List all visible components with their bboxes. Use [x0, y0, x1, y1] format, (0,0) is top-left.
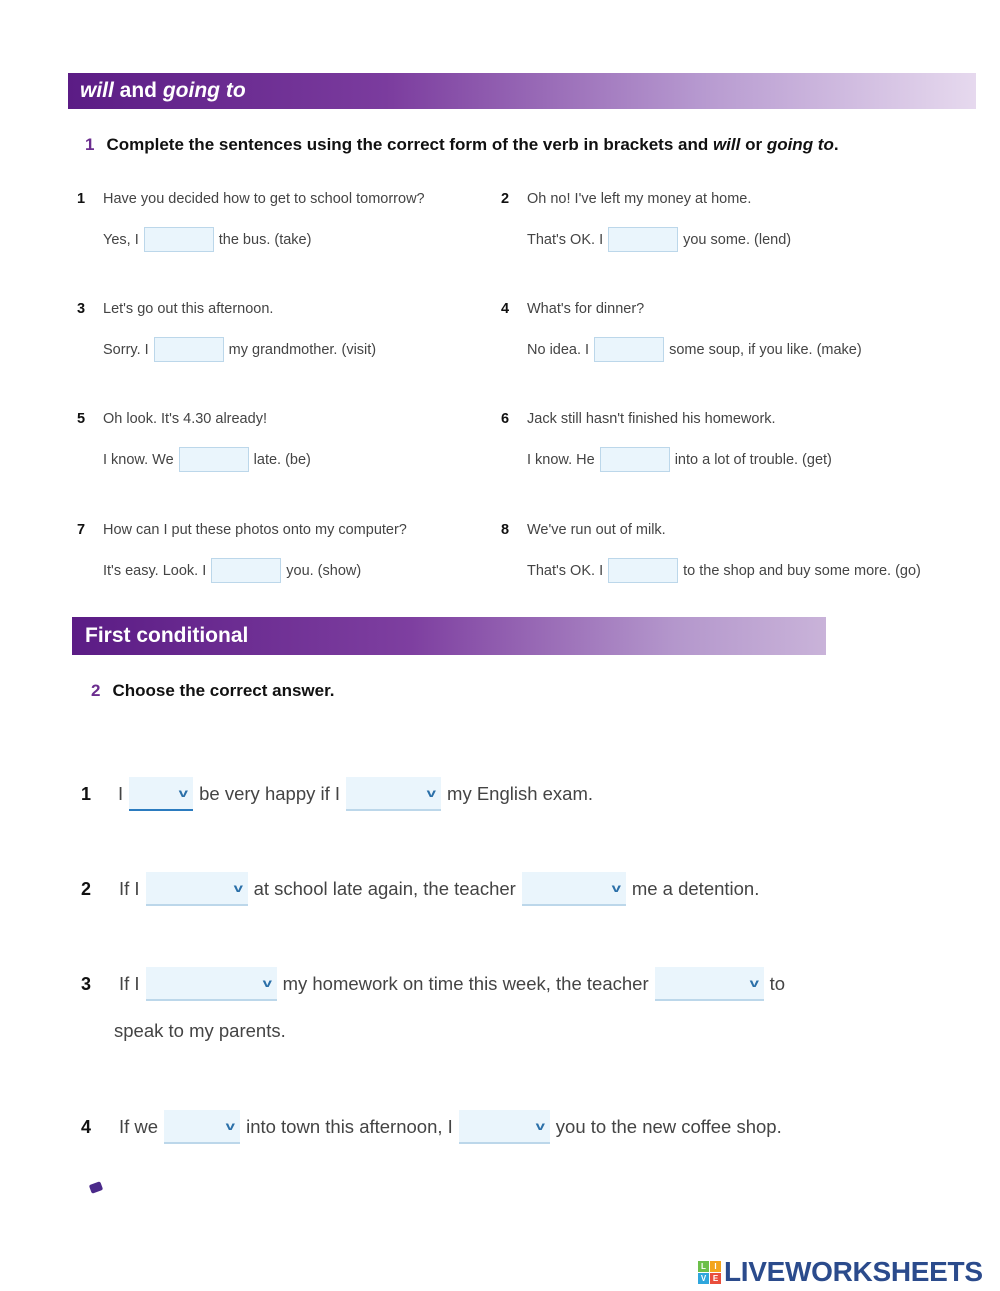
chevron-down-icon: v — [427, 786, 437, 800]
answer-dropdown[interactable] — [146, 872, 248, 906]
answer-suffix: the bus. (take) — [218, 231, 312, 248]
answer-dropdown[interactable] — [164, 1110, 240, 1144]
answer-prefix: That's OK. I — [527, 562, 604, 579]
question-text-part: If I — [119, 973, 140, 994]
answer-suffix: to the shop and buy some more. (go) — [683, 562, 921, 579]
chevron-down-icon: v — [611, 881, 622, 895]
answer-dropdown[interactable] — [459, 1110, 550, 1144]
chevron-down-icon: v — [535, 1119, 546, 1133]
instruction-2 — [91, 681, 335, 701]
logo-tile: V — [698, 1273, 709, 1284]
decorative-marker-icon — [89, 1181, 103, 1194]
item-question: We've run out of milk. — [527, 522, 666, 538]
question-number: 1 — [81, 784, 92, 804]
logo-text: LIVEWORKSHEETS — [724, 1256, 983, 1287]
instruction-or: or — [740, 135, 767, 154]
banner-title-and: and — [113, 79, 163, 102]
question-number: 2 — [81, 879, 92, 899]
answer-blank-input[interactable] — [144, 227, 214, 252]
instruction-1 — [85, 135, 839, 155]
question-text-part: you to the new coffee shop. — [555, 1116, 782, 1137]
liveworksheets-logo[interactable] — [698, 1256, 983, 1288]
item-number: 1 — [77, 191, 86, 207]
question-text-part: my homework on time this week, the teacher — [282, 973, 649, 994]
answer-dropdown[interactable] — [346, 777, 441, 811]
question-text-part: If I — [119, 878, 140, 899]
item-question: Have you decided how to get to school tomorrow? — [103, 191, 425, 207]
instruction-number: 2 — [91, 681, 101, 700]
item-number: 6 — [501, 411, 510, 427]
conditional-question-1 — [118, 777, 593, 811]
logo-tile: E — [710, 1273, 721, 1284]
instruction-will: will — [712, 135, 741, 154]
item-answer-line — [527, 337, 862, 362]
answer-prefix: I know. We — [103, 451, 174, 468]
conditional-question-3-continued — [114, 1020, 286, 1042]
item-question: What's for dinner? — [527, 301, 645, 317]
item-answer-line — [103, 227, 311, 252]
answer-dropdown[interactable] — [655, 967, 764, 1001]
conditional-question-3 — [119, 967, 785, 1001]
question-text-part: be very happy if I — [199, 783, 341, 804]
question-text-part: at school late again, the teacher — [253, 878, 516, 899]
answer-prefix: That's OK. I — [527, 231, 604, 248]
conditional-question-2 — [119, 872, 759, 906]
logo-tile: I — [710, 1261, 721, 1272]
item-answer-line — [103, 447, 311, 472]
chevron-down-icon: v — [179, 786, 189, 800]
item-answer-line — [527, 227, 791, 252]
answer-prefix: Yes, I — [103, 231, 139, 248]
item-question: Oh no! I've left my money at home. — [527, 191, 752, 207]
question-text-part: speak to my parents. — [114, 1020, 286, 1041]
answer-suffix: some soup, if you like. (make) — [669, 341, 862, 358]
question-text-part: me a detention. — [631, 878, 760, 899]
banner-title-going-to: going to — [162, 79, 246, 102]
question-text-part: into town this afternoon, I — [246, 1116, 453, 1137]
answer-blank-input[interactable] — [594, 337, 664, 362]
item-number: 5 — [77, 411, 86, 427]
instruction-number: 1 — [85, 135, 95, 154]
answer-suffix: into a lot of trouble. (get) — [674, 451, 832, 468]
answer-suffix: you some. (lend) — [683, 231, 792, 248]
question-number: 4 — [81, 1117, 92, 1137]
answer-dropdown[interactable] — [522, 872, 626, 906]
section-banner-will-going-to — [68, 73, 976, 109]
section-banner-first-conditional — [72, 617, 826, 655]
item-answer-line — [527, 558, 921, 583]
answer-blank-input[interactable] — [600, 447, 670, 472]
answer-blank-input[interactable] — [211, 558, 281, 583]
item-question: Let's go out this afternoon. — [103, 301, 274, 317]
item-number: 7 — [77, 522, 86, 538]
question-text-part: I — [118, 783, 124, 804]
answer-dropdown[interactable] — [129, 777, 193, 811]
question-text-part: to — [769, 973, 786, 994]
banner-title: First conditional — [85, 624, 249, 647]
instruction-end: . — [833, 135, 839, 154]
item-question: How can I put these photos onto my computer? — [103, 522, 407, 538]
answer-prefix: I know. He — [527, 451, 595, 468]
answer-dropdown[interactable] — [146, 967, 277, 1001]
answer-blank-input[interactable] — [179, 447, 249, 472]
chevron-down-icon: v — [262, 976, 272, 990]
conditional-question-4 — [119, 1110, 782, 1144]
chevron-down-icon: v — [233, 881, 243, 895]
item-number: 3 — [77, 301, 86, 317]
answer-suffix: my grandmother. (visit) — [228, 341, 377, 358]
instruction-text: Complete the sentences using the correct form of the verb in brackets and — [106, 135, 713, 154]
answer-blank-input[interactable] — [608, 558, 678, 583]
chevron-down-icon: v — [749, 976, 759, 990]
question-text-part: If we — [119, 1116, 159, 1137]
chevron-down-icon: v — [226, 1119, 236, 1133]
item-answer-line — [103, 558, 361, 583]
answer-prefix: No idea. I — [527, 341, 590, 358]
item-number: 2 — [501, 191, 510, 207]
question-number: 3 — [81, 974, 92, 994]
answer-blank-input[interactable] — [154, 337, 224, 362]
instruction-going-to: going to — [766, 135, 834, 154]
answer-suffix: you. (show) — [286, 562, 362, 579]
answer-prefix: Sorry. I — [103, 341, 149, 358]
item-number: 4 — [501, 301, 510, 317]
item-number: 8 — [501, 522, 510, 538]
item-answer-line — [103, 337, 376, 362]
item-question: Oh look. It's 4.30 already! — [103, 411, 267, 427]
banner-title-will: will — [80, 79, 114, 102]
answer-blank-input[interactable] — [608, 227, 678, 252]
item-answer-line — [527, 447, 832, 472]
logo-mark-icon — [698, 1261, 721, 1284]
answer-prefix: It's easy. Look. I — [103, 562, 207, 579]
item-question: Jack still hasn't finished his homework. — [527, 411, 776, 427]
instruction-text: Choose the correct answer. — [112, 681, 335, 700]
answer-suffix: late. (be) — [253, 451, 311, 468]
logo-tile: L — [698, 1261, 709, 1272]
question-text-part: my English exam. — [447, 783, 594, 804]
